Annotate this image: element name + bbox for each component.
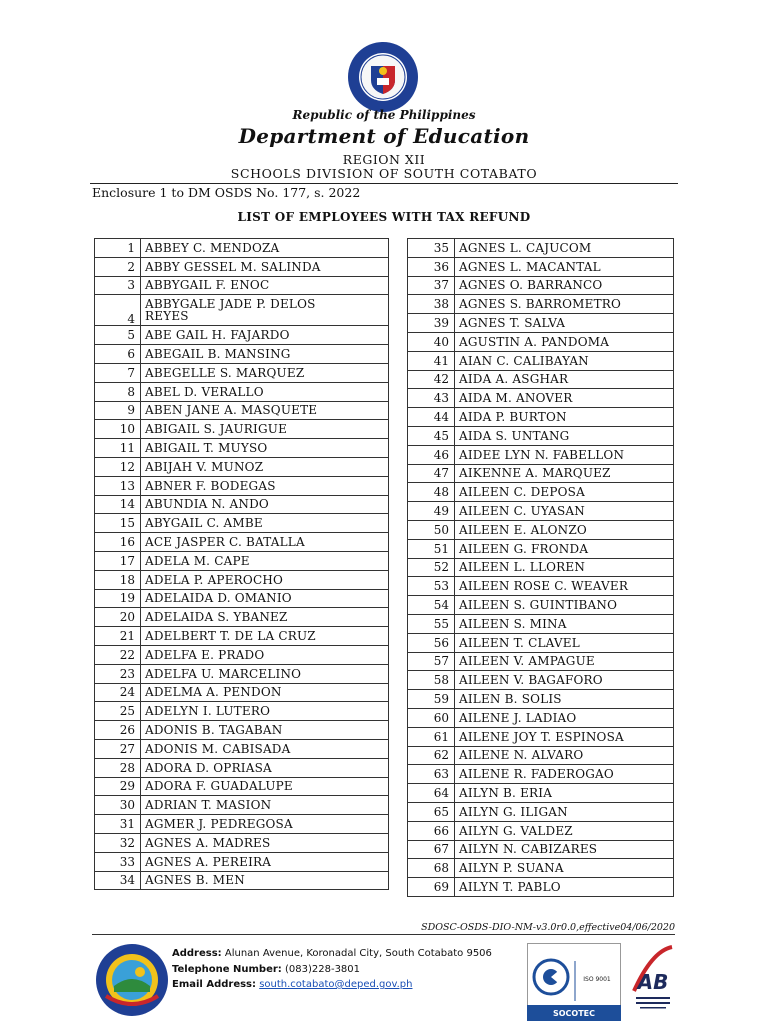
employee-number: 53 (408, 577, 455, 596)
employee-row (408, 314, 674, 333)
employee-row (408, 652, 674, 671)
employee-number: 5 (95, 326, 141, 345)
employee-name: AILYN G. ILIGAN (455, 802, 674, 821)
employee-row (408, 370, 674, 389)
employee-row (408, 257, 674, 276)
employee-row (408, 332, 674, 351)
employee-number: 16 (95, 533, 141, 552)
employee-number: 54 (408, 596, 455, 615)
employee-number: 52 (408, 558, 455, 577)
employee-name: AILEEN G. FRONDA (455, 539, 674, 558)
email-link[interactable]: south.cotabato@deped.gov.ph (259, 979, 413, 990)
employee-number: 26 (95, 721, 141, 740)
employee-number: 46 (408, 445, 455, 464)
employee-name: AILYN T. PABLO (455, 878, 674, 897)
employee-number: 18 (95, 570, 141, 589)
employee-row (408, 239, 674, 258)
employee-name: AIDA A. ASGHAR (455, 370, 674, 389)
employee-number: 64 (408, 784, 455, 803)
employee-name: ADELBERT T. DE LA CRUZ (141, 627, 389, 646)
employee-row (95, 345, 389, 364)
republic-heading: Republic of the Philippines (292, 108, 476, 122)
employee-row (408, 464, 674, 483)
employee-name: ABEN JANE A. MASQUETE (141, 401, 389, 420)
employee-number: 44 (408, 408, 455, 427)
employee-row (408, 614, 674, 633)
employee-row (408, 426, 674, 445)
header-divider (90, 183, 678, 184)
employee-row (95, 551, 389, 570)
employee-name (141, 295, 389, 326)
employee-row (95, 382, 389, 401)
employee-name: AILENE N. ALVARO (455, 746, 674, 765)
phone-label: Telephone Number: (172, 964, 282, 975)
employee-number: 10 (95, 420, 141, 439)
employee-name: AILEEN C. DEPOSA (455, 483, 674, 502)
employee-number: 49 (408, 502, 455, 521)
employee-name: AILENE JOY T. ESPINOSA (455, 727, 674, 746)
employee-number: 8 (95, 382, 141, 401)
employee-name: ABYGAIL C. AMBE (141, 514, 389, 533)
employee-row (408, 351, 674, 370)
employee-number: 31 (95, 815, 141, 834)
employee-row (408, 276, 674, 295)
employee-name: AIDA S. UNTANG (455, 426, 674, 445)
document-title: LIST OF EMPLOYEES WITH TAX REFUND (237, 210, 531, 224)
employee-number: 15 (95, 514, 141, 533)
employee-name: AGNES A. PEREIRA (141, 852, 389, 871)
employee-name: ABEGAIL B. MANSING (141, 345, 389, 364)
department-heading: Department of Education (238, 124, 530, 148)
deped-seal-logo (346, 40, 420, 114)
employee-row (95, 815, 389, 834)
employee-name: AILENE J. LADIAO (455, 708, 674, 727)
employee-name: AILEN B. SOLIS (455, 690, 674, 709)
employee-name: ABBY GESSEL M. SALINDA (141, 257, 389, 276)
employee-name: AGNES A. MADRES (141, 833, 389, 852)
employee-row (95, 664, 389, 683)
employee-name: ADELMA A. PENDON (141, 683, 389, 702)
employee-row (408, 802, 674, 821)
email-label: Email Address: (172, 979, 257, 990)
employee-name: AILEEN T. CLAVEL (455, 633, 674, 652)
employee-name: ACE JASPER C. BATALLA (141, 533, 389, 552)
employee-row (408, 859, 674, 878)
employee-row (95, 777, 389, 796)
employee-row (408, 445, 674, 464)
employee-row (408, 502, 674, 521)
employee-number: 55 (408, 614, 455, 633)
employee-row (95, 326, 389, 345)
employee-name: ADELYN I. LUTERO (141, 702, 389, 721)
employee-name: ABUNDIA N. ANDO (141, 495, 389, 514)
employee-row (95, 796, 389, 815)
employee-row (95, 702, 389, 721)
footer-address (172, 948, 492, 959)
employee-row (408, 878, 674, 897)
employee-name: ABBYGAIL F. ENOC (141, 276, 389, 295)
employee-number: 41 (408, 351, 455, 370)
employee-name: AILEEN V. BAGAFORO (455, 671, 674, 690)
employee-row (95, 514, 389, 533)
employee-number: 30 (95, 796, 141, 815)
employee-number: 37 (408, 276, 455, 295)
employee-number: 1 (95, 239, 141, 258)
employee-number: 4 (95, 295, 141, 326)
employee-number: 38 (408, 295, 455, 314)
employee-name: ABEL D. VERALLO (141, 382, 389, 401)
footer-email (172, 979, 412, 990)
employee-row (408, 690, 674, 709)
employee-number: 48 (408, 483, 455, 502)
employee-number: 14 (95, 495, 141, 514)
employee-row (95, 439, 389, 458)
employee-number: 42 (408, 370, 455, 389)
employee-row (95, 401, 389, 420)
address-label: Address: (172, 948, 222, 959)
employee-name: ADRIAN T. MASION (141, 796, 389, 815)
employee-number: 9 (95, 401, 141, 420)
employee-name: AILYN N. CABIZARES (455, 840, 674, 859)
employee-name: ABIGAIL S. JAURIGUE (141, 420, 389, 439)
employee-name: ADORA D. OPRIASA (141, 758, 389, 777)
employee-number: 50 (408, 520, 455, 539)
division-heading: SCHOOLS DIVISION OF SOUTH COTABATO (230, 166, 538, 181)
employee-row (408, 577, 674, 596)
employee-name: AIKENNE A. MARQUEZ (455, 464, 674, 483)
employee-name: AGNES B. MEN (141, 871, 389, 890)
employee-row (95, 457, 389, 476)
division-logo (92, 940, 172, 1020)
employee-row (95, 295, 389, 326)
employee-number: 17 (95, 551, 141, 570)
employee-name: AILYN G. VALDEZ (455, 821, 674, 840)
employee-name: ABNER F. BODEGAS (141, 476, 389, 495)
employee-number: 22 (95, 645, 141, 664)
employee-name: AILENE R. FADEROGAO (455, 765, 674, 784)
employee-name: AILEEN S. GUINTIBANO (455, 596, 674, 615)
employee-number: 12 (95, 457, 141, 476)
employee-number: 7 (95, 363, 141, 382)
employee-name: ADONIS B. TAGABAN (141, 721, 389, 740)
region-heading: REGION XII (342, 152, 426, 167)
employee-number: 60 (408, 708, 455, 727)
employee-row (408, 765, 674, 784)
employee-row (408, 784, 674, 803)
employee-number: 66 (408, 821, 455, 840)
employee-number: 24 (95, 683, 141, 702)
form-code: SDOSC-OSDS-DIO-NM-v3.0r0.0,effective04/06/2020 (421, 922, 675, 933)
employee-name: ADELAIDA D. OMANIO (141, 589, 389, 608)
employee-row (408, 295, 674, 314)
employee-number: 25 (95, 702, 141, 721)
employee-row (95, 570, 389, 589)
socotec-brand-label: SOCOTEC (552, 1009, 596, 1018)
employee-row (95, 739, 389, 758)
employee-number: 29 (95, 777, 141, 796)
employee-name: AILEEN V. AMPAGUE (455, 652, 674, 671)
employee-table-right (407, 238, 674, 897)
employee-number: 57 (408, 652, 455, 671)
employee-row (95, 533, 389, 552)
employee-name: ABIJAH V. MUNOZ (141, 457, 389, 476)
employee-name: AILEEN E. ALONZO (455, 520, 674, 539)
employee-number: 27 (95, 739, 141, 758)
employee-number: 33 (95, 852, 141, 871)
employee-number: 20 (95, 608, 141, 627)
employee-number: 63 (408, 765, 455, 784)
ab-mark-text: AB (637, 970, 669, 994)
employee-number: 59 (408, 690, 455, 709)
employee-row (95, 683, 389, 702)
employee-number: 2 (95, 257, 141, 276)
employee-name: ADELA M. CAPE (141, 551, 389, 570)
employee-row (95, 589, 389, 608)
employee-name: AGNES T. SALVA (455, 314, 674, 333)
employee-name: ABBEY C. MENDOZA (141, 239, 389, 258)
socotec-iso-certification-logo (527, 943, 621, 1021)
employee-number: 21 (95, 627, 141, 646)
footer-divider (92, 934, 675, 935)
employee-row (408, 746, 674, 765)
employee-row (95, 276, 389, 295)
employee-number: 61 (408, 727, 455, 746)
employee-row (95, 257, 389, 276)
employee-name: AGNES L. MACANTAL (455, 257, 674, 276)
employee-name: AIAN C. CALIBAYAN (455, 351, 674, 370)
employee-name: AGNES L. CAJUCOM (455, 239, 674, 258)
employee-number: 68 (408, 859, 455, 878)
employee-name: ADONIS M. CABISADA (141, 739, 389, 758)
employee-row (408, 596, 674, 615)
employee-name-line: REYES (145, 309, 189, 324)
employee-number: 36 (408, 257, 455, 276)
employee-row (408, 483, 674, 502)
employee-number: 56 (408, 633, 455, 652)
employee-row (95, 476, 389, 495)
employee-number: 67 (408, 840, 455, 859)
employee-row (95, 420, 389, 439)
employee-row (95, 721, 389, 740)
employee-number: 6 (95, 345, 141, 364)
employee-name: AGMER J. PEDREGOSA (141, 815, 389, 834)
employee-name: ABIGAIL T. MUYSO (141, 439, 389, 458)
employee-name: AIDEE LYN N. FABELLON (455, 445, 674, 464)
employee-number: 3 (95, 276, 141, 295)
employee-name: ADELFA E. PRADO (141, 645, 389, 664)
employee-row (408, 821, 674, 840)
employee-row (408, 558, 674, 577)
employee-number: 65 (408, 802, 455, 821)
employee-name-line: ABBYGALE JADE P. DELOS (145, 297, 316, 312)
employee-number: 69 (408, 878, 455, 897)
employee-number: 35 (408, 239, 455, 258)
employee-name: ABEGELLE S. MARQUEZ (141, 363, 389, 382)
employee-number: 62 (408, 746, 455, 765)
employee-row (408, 389, 674, 408)
employee-name: AILEEN C. UYASAN (455, 502, 674, 521)
address-value: Alunan Avenue, Koronadal City, South Cotabato 9506 (224, 948, 492, 959)
employee-number: 23 (95, 664, 141, 683)
employee-name: AILEEN S. MINA (455, 614, 674, 633)
employee-row (95, 645, 389, 664)
employee-name: AGNES O. BARRANCO (455, 276, 674, 295)
employee-name: AILEEN L. LLOREN (455, 558, 674, 577)
employee-number: 11 (95, 439, 141, 458)
employee-row (408, 671, 674, 690)
employee-row (95, 758, 389, 777)
employee-row (408, 840, 674, 859)
employee-name: AGNES S. BARROMETRO (455, 295, 674, 314)
employee-row (95, 608, 389, 627)
employee-name: AIDA P. BURTON (455, 408, 674, 427)
employee-number: 51 (408, 539, 455, 558)
employee-row (408, 520, 674, 539)
employee-row (95, 239, 389, 258)
employee-number: 19 (95, 589, 141, 608)
phone-value: (083)228-3801 (284, 964, 361, 975)
employee-name: ADELFA U. MARCELINO (141, 664, 389, 683)
employee-number: 28 (95, 758, 141, 777)
employee-name: AILYN B. ERIA (455, 784, 674, 803)
employee-row (95, 495, 389, 514)
employee-row (408, 727, 674, 746)
employee-row (408, 408, 674, 427)
employee-row (95, 852, 389, 871)
employee-number: 47 (408, 464, 455, 483)
employee-number: 43 (408, 389, 455, 408)
employee-row (95, 833, 389, 852)
employee-row (408, 633, 674, 652)
iso-standard-label: ISO 9001 (583, 976, 611, 983)
employee-name: ADORA F. GUADALUPE (141, 777, 389, 796)
employee-row (95, 363, 389, 382)
employee-name: AILEEN ROSE C. WEAVER (455, 577, 674, 596)
employee-number: 40 (408, 332, 455, 351)
employee-number: 32 (95, 833, 141, 852)
employee-name: AIDA M. ANOVER (455, 389, 674, 408)
ab-accreditation-logo (628, 943, 678, 1021)
employee-name: AILYN P. SUANA (455, 859, 674, 878)
employee-number: 39 (408, 314, 455, 333)
employee-row (95, 871, 389, 890)
footer-phone (172, 964, 360, 975)
employee-number: 13 (95, 476, 141, 495)
employee-name: ADELA P. APEROCHO (141, 570, 389, 589)
employee-number: 45 (408, 426, 455, 445)
employee-row (95, 627, 389, 646)
employee-row (408, 539, 674, 558)
employee-table-left (94, 238, 389, 890)
employee-number: 34 (95, 871, 141, 890)
employee-name: ABE GAIL H. FAJARDO (141, 326, 389, 345)
enclosure-reference: Enclosure 1 to DM OSDS No. 177, s. 2022 (92, 185, 361, 200)
employee-number: 58 (408, 671, 455, 690)
employee-row (408, 708, 674, 727)
employee-name: ADELAIDA S. YBANEZ (141, 608, 389, 627)
employee-name: AGUSTIN A. PANDOMA (455, 332, 674, 351)
